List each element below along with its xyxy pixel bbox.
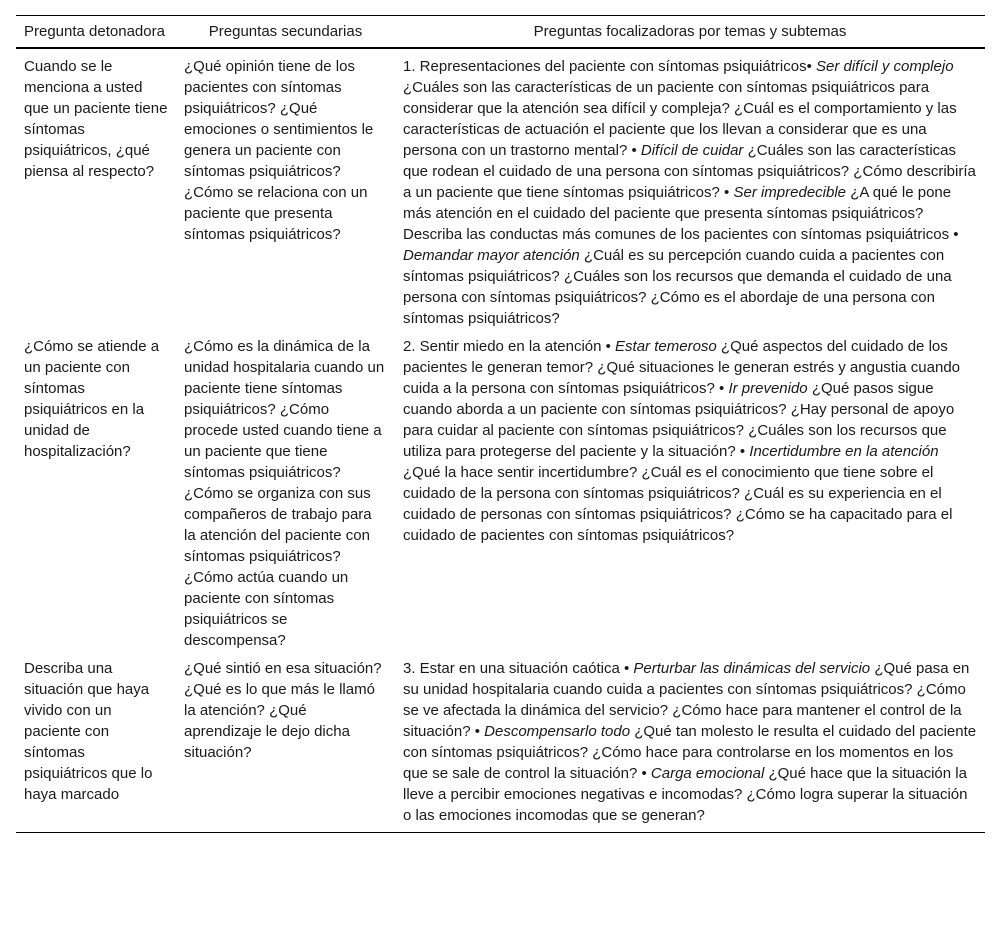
focal-segment: ¿A qué le pone más atención en el cuidado del paciente que presenta síntomas psiquiátricos? Describa las conductas más comunes de los pacientes con síntomas psiquiátricos • [403,184,959,243]
focal-segment: ¿Cuáles son las características de un paciente con síntomas psiquiátricos para considerar que la atención sea difícil y compleja? ¿Cuál es el comportamiento y las características de actuación el paciente que los llevan a considerar que es una persona con un trastorno mental? • [403,79,957,159]
cell-focalizadoras [395,651,985,833]
cell-secundarias: ¿Qué sintió en esa situación? ¿Qué es lo que más le llamó la atención? ¿Qué aprendizaje le dejo dicha situación? [184,660,382,761]
focal-subtheme: Estar temeroso [615,338,717,355]
focal-subtheme: Perturbar las dinámicas del servicio [633,660,871,677]
header-preguntas-secundarias: Preguntas secundarias [208,23,363,40]
cell-secundarias: ¿Qué opinión tiene de los pacientes con síntomas psiquiátricos? ¿Qué emociones o sentimientos le genera un paciente con síntomas psiquiátricos? ¿Cómo se relaciona con un paciente que presenta síntomas psiquiátricos? [184,58,374,243]
table-row [16,651,985,833]
cell-detonadora: ¿Cómo se atiende a un paciente con síntomas psiquiátricos en la unidad de hospitalización? [24,338,160,460]
focal-segment: ¿Qué la hace sentir incertidumbre? ¿Cuál es el conocimiento que tiene sobre el cuidado de la persona con síntomas psiquiátricos? ¿Cuál es su experiencia en el cuidado de personas con síntomas psiquiátricos? ¿Cómo se ha capacitado para el cuidado de pacientes con síntomas psiquiátricos? [403,464,953,544]
focal-subtheme: Ser impredecible [733,184,847,201]
focal-segment: 2. Sentir miedo en la atención • [403,338,616,355]
header-row [16,16,985,49]
focal-segment: 1. Representaciones del paciente con síntomas psiquiátricos• [403,58,816,75]
header-preguntas-focalizadoras: Preguntas focalizadoras por temas y subtemas [533,23,847,40]
table-body [16,48,985,833]
focal-subtheme: Ser difícil y complejo [815,58,954,75]
focal-subtheme: Carga emocional [650,765,765,782]
cell-focalizadoras [395,48,985,329]
interview-guide-table-wrapper [16,15,985,833]
focal-segment: ¿Qué hace que la situación la lleve a percibir emociones negativas e incomodas? ¿Cómo logra superar la situación o las emociones incomodas que se generan? [403,765,968,824]
focal-segment: ¿Qué pasa en su unidad hospitalaria cuando cuida a pacientes con síntomas psiquiátricos? ¿Cómo se ve afectada la dinámica del servicio? ¿Cómo hace para mantener el control de la situación? • [403,660,970,740]
focal-subtheme: Ir prevenido [728,380,808,397]
focal-segment: ¿Cuál es su percepción cuando cuida a pacientes con síntomas psiquiátricos? ¿Cuáles son los recursos que demanda el cuidado de una persona con síntomas psiquiátricos? ¿Cómo es el abordaje de una persona con síntomas psiquiátricos? [403,247,952,327]
focal-segment: ¿Qué tan molesto le resulta el cuidado del paciente con síntomas psiquiátricos? ¿Cómo hace para controlarse en los momentos en los que se sale de control la situación? • [403,723,977,782]
focal-subtheme: Difícil de cuidar [640,142,744,159]
cell-detonadora: Describa una situación que haya vivido con un paciente con síntomas psiquiátricos que lo haya marcado [24,660,153,803]
focal-subtheme: Descompensarlo todo [484,723,631,740]
focal-segment: ¿Qué pasos sigue cuando aborda a un paciente con síntomas psiquiátricos? ¿Hay personal de apoyo para cuidar al paciente con síntomas psiquiátricos? ¿Cuáles son los recursos que utiliza para protegerse del paciente y la situación? • [403,380,955,460]
table-row [16,48,985,329]
focal-segment: ¿Cuáles son las características que rodean el cuidado de una persona con síntomas psiquiátricos? ¿Cómo describiría a un paciente que tiene síntomas psiquiátricos? • [403,142,976,201]
focal-segment: 3. Estar en una situación caótica • [403,660,634,677]
focal-segment: ¿Qué aspectos del cuidado de los pacientes le generan temor? ¿Qué situaciones le generan estrés y angustia cuando cuida a la persona con síntomas psiquiátricos? • [403,338,961,397]
cell-detonadora: Cuando se le menciona a usted que un paciente tiene síntomas psiquiátricos, ¿qué piensa al respecto? [24,58,168,180]
cell-secundarias: ¿Cómo es la dinámica de la unidad hospitalaria cuando un paciente tiene síntomas psiquiátricos? ¿Cómo procede usted cuando tiene a un paciente que tiene síntomas psiquiátricos? ¿Cómo se organiza con sus compañeros de trabajo para la atención del paciente con síntomas psiquiátricos? ¿Cómo actúa cuando un paciente con síntomas psiquiátricos se descompensa? [184,338,385,649]
focal-subtheme: Incertidumbre en la atención [749,443,939,460]
table-header [16,16,985,49]
focal-subtheme: Demandar mayor atención [403,247,580,264]
header-pregunta-detonadora: Pregunta detonadora [24,23,165,40]
interview-guide-table [16,15,985,833]
table-row [16,329,985,651]
cell-focalizadoras [395,329,985,651]
